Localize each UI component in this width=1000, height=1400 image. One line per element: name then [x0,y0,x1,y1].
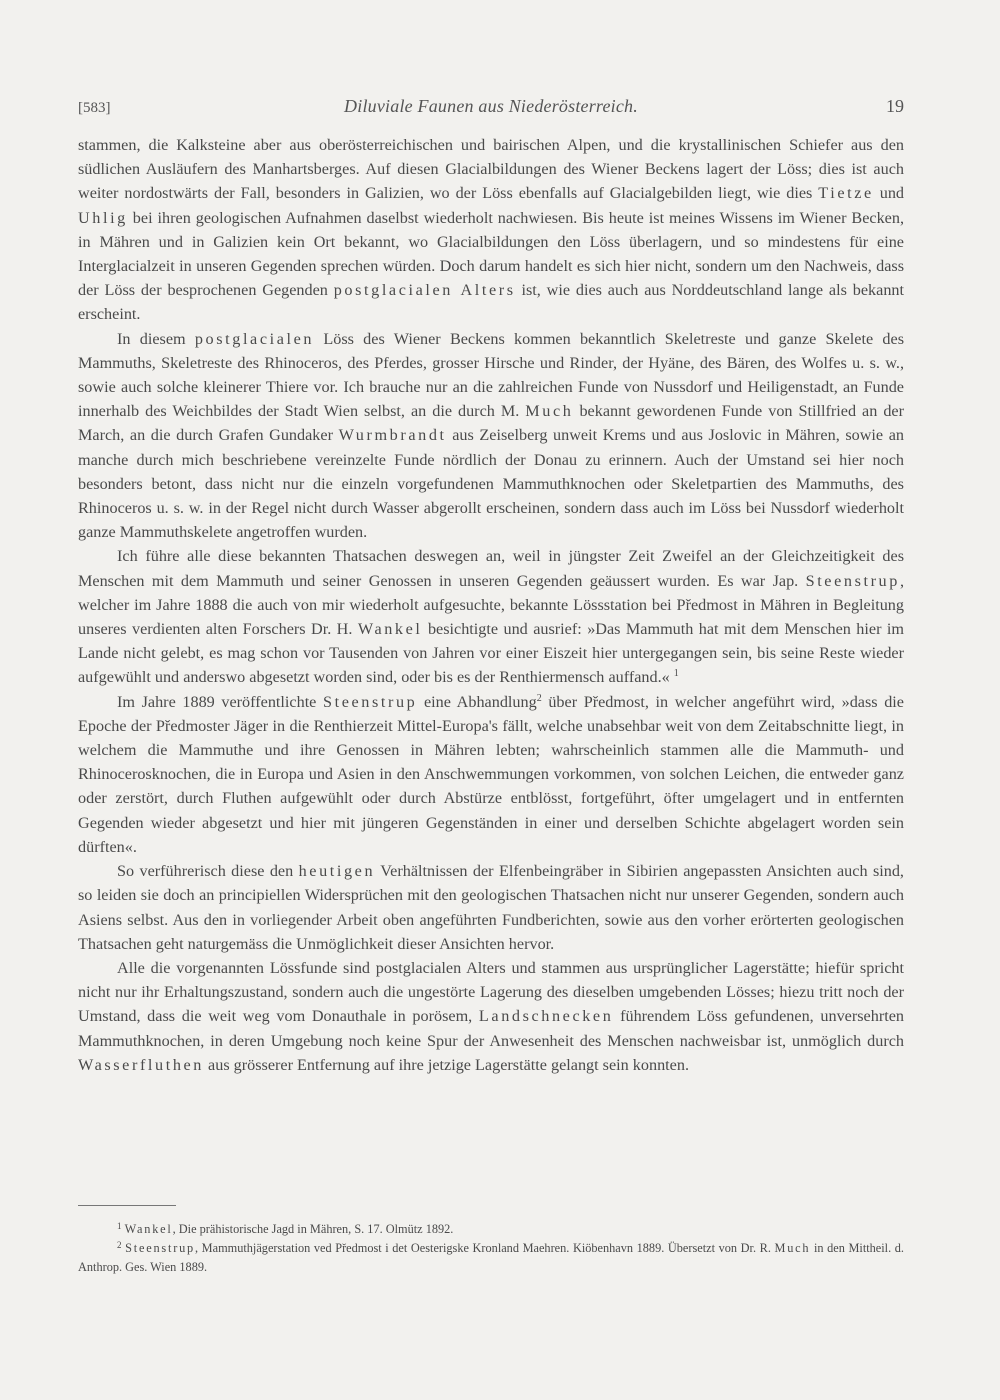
spaced-name: Much [525,402,574,421]
footnote-2: $^2$ Steenstrup, Mammuthjägerstation ved Předmost i det Oesterigske Kronland Maehren. Kiöbenhavn 1889. Übersetzt von Dr. R. Much in den Mittheil. d. Anthrop. Ges. Wien 1889. [78,1240,904,1274]
spaced-emphasis: postglacialen [194,329,315,348]
footnote-divider [78,1205,176,1206]
paragraph-3: Ich führe alle diese bekannten Thatsachen deswegen an, weil in jüngster Zeit Zweifel an der Gleichzeitigkeit des Menschen mit dem Mammuth und seiner Genossen in unseren Gegenden geäussert wurden. Es war Jap. Steenstrup, welcher im Jahre 1888 die auch von mir wiederholt aufgesuchte, bekannte Lössstation bei Předmost in Mähren in Begleitung unseres verdienten alten Forschers Dr. H. Wankel besichtigte und ausrief: »Das Mammuth hat mit dem Menschen hier im Lande nicht gelebt, es mag schon vor Tausenden von Jahren vor einer Eiszeit hier untergegangen sein, bis seine Reste wieder aufgewühlt und anderswo abgesetzt worden sind, oder bis es der Renthiermensch auffand.« $^1$ [78,547,904,687]
spaced-name: Uhlig [78,208,128,227]
footnote-ref-1: 1 [673,668,679,680]
running-header [78,96,904,122]
paragraph-2: In diesem postglacialen Löss des Wiener Beckens kommen bekanntlich Skeletreste und ganze Skelete des Mammuths, Skeletreste des Rhinoceros, des Pferdes, grosser Hirsche und Rinder, der Hyäne, des Bären, des Wolfes u. s. w., sowie auch solche kleinerer Thiere vor. Ich brauche nur an die zahlreichen Funde von Nussdorf und Heiligenstadt, an Funde innerhalb des Weichbildes der Stadt Wien selbst, an die durch M. Much bekannt gewordenen Funde von Stillfried an der March, an die durch Grafen Gundaker Wurmbrandt aus Zeiselberg unweit Krems und aus Joslovic in Mähren, sowie an manche durch mich beschriebene vereinzelte Funde nördlich der Donau zu erinnern. Auch der Umstand sei hier noch besonders betont, dass nicht nur die einzeln vorgefundenen Mammuthknochen oder Skeletpartien des Mammuths, des Rhinoceros u. s. w. in der Regel nicht durch Wasser abgerollt erscheinen, sondern dass auch im Löss bei Nussdorf wiederholt ganze Mammuthskelete angetroffen wurden. [78,329,904,542]
spaced-name: Wankel [124,1222,173,1236]
spaced-name: Wurmbrandt [338,426,447,445]
page-reference: [583] [78,100,111,116]
spaced-name: Much [774,1241,811,1255]
spaced-emphasis: Wasserfluthen [78,1055,204,1074]
body-text [78,133,904,1077]
paragraph-1: stammen, die Kalksteine aber aus oberösterreichischen und bairischen Alpen, und die krystallinischen Schiefer aus den südlichen Ausläufern des Manhartsberges. Auf diesen Glacialbildungen des Wiener Beckens lagert der Löss; dies ist auch weiter nordostwärts der Fall, besonders in Galizien, wo der Löss ebenfalls auf Glacialgebilden liegt, wie dies Tietze und Uhlig bei ihren geologischen Aufnahmen daselbst wiederholt nachwiesen. Bis heute ist meines Wissens im Wiener Becken, in Mähren und in Galizien kein Ort bekannt, wo Glacialbildungen den Löss überlagern, und so mindestens für eine Interglacialzeit in unseren Gegenden sprechen würden. Doch darum handelt es sich hier nicht, sondern um den Nachweis, dass der Löss der besprochenen Gegenden postglacialen Alters ist, wie dies auch aus Norddeutschland lange als bekannt erscheint. [78,136,905,324]
spaced-name: Steenstrup [805,571,900,590]
spaced-emphasis: postglacialen Alters [333,281,516,300]
footnote-ref-2: 2 [536,692,542,704]
page-number: 19 [886,96,904,116]
spaced-name: Steenstrup [125,1241,196,1255]
footnote-1: $^1$ Wankel, Die prähistorische Jagd in Mähren, S. 17. Olmütz 1892. [117,1221,454,1236]
paragraph-6: Alle die vorgenannten Lössfunde sind postglacialen Alters und stammen aus ursprünglicher Lagerstätte; hiefür spricht nicht nur ihr Erhaltungszustand, sondern auch die ungestörte Lagerung des dieselben umgebenden Lösses; hiezu tritt noch der Umstand, dass die weit weg vom Donauthale in porösem, Landschnecken führendem Löss gefundenen, unversehrten Mammuthknochen, in deren Umgebung noch keine Spur der Anwesenheit des Menschen nachweisbar ist, unmöglich durch Wasserfluthen aus grösserer Entfernung auf ihre jetzige Lagerstätte gelangt sein konnten. [78,958,904,1074]
running-title: Diluviale Faunen aus Niederösterreich. [344,96,638,116]
spaced-name: Steenstrup [323,692,418,711]
spaced-emphasis: Landschnecken [478,1007,614,1026]
spaced-name: Wankel [357,620,423,639]
paragraph-4: Im Jahre 1889 veröffentlichte Steenstrup eine Abhandlung$^2$ über Předmost, in welcher angeführt wird, »dass die Epoche der Předmoster Jäger in die Renthierzeit Mittel-Europa's fällt, welche unabsehbar weit von dem Zeitabschnitte liegt, in welchem die Mammuthe und ihre Genossen in Mähren lebten; wahrscheinlich stammen alle die Mammuth- und Rhinocerosknochen, die in Europa und Asien in den Anschwemmungen vorkommen, von solchen Leichen, die entweder ganz oder zerstört, durch Fluthen aufgewühlt oder durch Abstürze entblösst, fortgeführt, öfter umgelagert und in entfernten Gegenden wieder abgesetzt und hier mit jüngeren Gegenständen in einer und derselben Schichte abgelagert worden sein dürften«. [78,692,904,856]
spaced-name: Tietze [818,184,874,203]
paragraph-5: So verführerisch diese den heutigen Verhältnissen der Elfenbeingräber in Sibirien angepassten Ansichten auch sind, so leiden sie doch an principiellen Widersprüchen mit den geologischen Thatsachen nicht nur unserer Gegenden, sondern auch Asiens selbst. Aus den in vorliegender Arbeit oben angeführten Fundberichten, sowie aus den vorher erörterten geologischen Thatsachen geht naturgemäss die Unmöglichkeit dieser Ansichten hervor. [78,862,904,953]
spaced-emphasis: heutigen [298,862,376,881]
footnotes [78,1220,904,1277]
